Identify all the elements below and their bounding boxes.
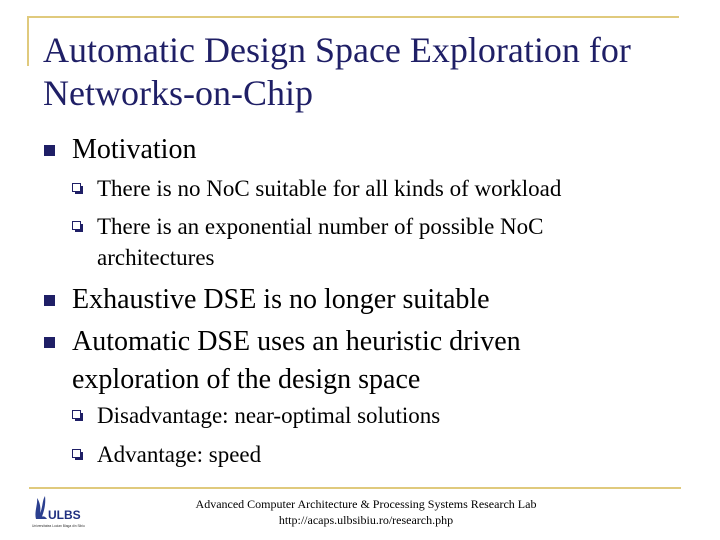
sub-bullet-no-suitable-noc [97, 173, 561, 204]
slide-title [43, 29, 693, 115]
bullet-text-continued: exploration of the design space [72, 364, 421, 395]
sub-bullet-text: Disadvantage: near-optimal solutions [97, 403, 441, 428]
sub-bullet-text: There is an exponential number of possible NoC [97, 214, 544, 239]
footer-url: http://acaps.ulbsibiu.ro/research.php [278, 513, 454, 527]
checkbox-bullet-icon [72, 221, 81, 230]
slide-title-line-2: Networks-on-Chip [43, 73, 313, 113]
square-bullet-icon [44, 337, 55, 348]
sub-bullet-text: There is no NoC suitable for all kinds of workload [97, 176, 562, 201]
ulbs-logo [30, 492, 92, 530]
checkbox-bullet-icon [72, 410, 81, 419]
logo-text: ULBS [48, 508, 81, 522]
sub-bullet-advantage [97, 439, 261, 470]
logo-subtext: Universitatea Lucian Blaga din Sibiu [32, 524, 85, 528]
bullet-automatic-dse [72, 323, 521, 399]
square-bullet-icon [44, 145, 55, 156]
bottom-decorative-line [29, 487, 681, 489]
footer-lab-name: Advanced Computer Architecture & Processing Systems Research Lab [195, 497, 537, 511]
sub-bullet-disadvantage [97, 400, 440, 431]
sub-bullet-exponential-architectures [97, 211, 543, 273]
slide-footer [185, 496, 547, 528]
bullet-exhaustive-dse [72, 281, 490, 319]
checkbox-bullet-icon [72, 449, 81, 458]
bullet-text: Motivation [72, 134, 197, 165]
checkbox-bullet-icon [72, 183, 81, 192]
slide-title-line-1: Automatic Design Space Exploration for [43, 30, 631, 70]
sub-bullet-text-continued: architectures [97, 245, 215, 270]
bullet-text: Exhaustive DSE is no longer suitable [72, 284, 490, 315]
square-bullet-icon [44, 295, 55, 306]
sub-bullet-text: Advantage: speed [97, 442, 262, 467]
bullet-text: Automatic DSE uses an heuristic driven [72, 326, 521, 357]
top-decorative-line [27, 16, 679, 18]
left-decorative-line [27, 16, 29, 66]
bullet-motivation [72, 131, 196, 169]
